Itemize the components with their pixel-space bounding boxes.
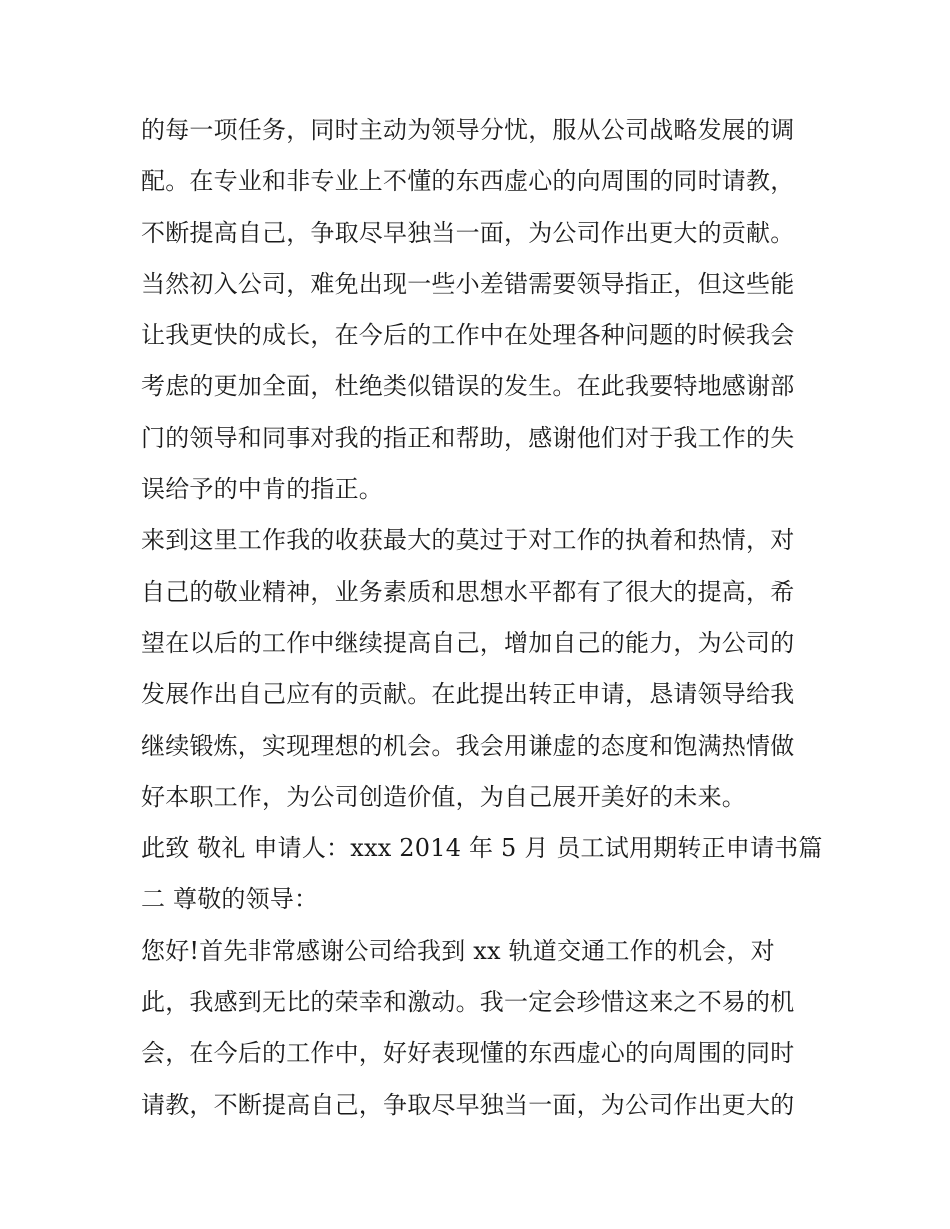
text-line: 您好!首先非常感谢公司给我到 xx 轨道交通工作的机会，对 xyxy=(141,936,775,965)
text-line: 自己的敬业精神，业务素质和思想水平都有了很大的提高，希 xyxy=(141,577,795,606)
text-line: 门的领导和同事对我的指正和帮助，感谢他们对于我工作的失 xyxy=(141,423,795,452)
text-line: 请教，不断提高自己，争取尽早独当一面，为公司作出更大的 xyxy=(141,1090,795,1119)
text-line: 此致 敬礼 申请人：xxx 2014 年 5 月 员工试用期转正申请书篇 xyxy=(141,834,823,863)
text-line: 发展作出自己应有的贡献。在此提出转正申请，恳请领导给我 xyxy=(141,680,795,709)
text-line: 好本职工作，为公司创造价值，为自己展开美好的未来。 xyxy=(141,782,746,811)
text-line: 误给予的中肯的指正。 xyxy=(141,475,383,504)
text-line: 来到这里工作我的收获最大的莫过于对工作的执着和热情，对 xyxy=(141,526,795,555)
document-body xyxy=(141,108,821,1134)
text-line: 当然初入公司，难免出现一些小差错需要领导指正，但这些能 xyxy=(141,269,795,298)
text-line: 的每一项任务，同时主动为领导分忧，服从公司战略发展的调 xyxy=(141,116,795,144)
text-line: 继续锻炼，实现理想的机会。我会用谦虚的态度和饱满热情做 xyxy=(141,731,795,760)
text-line: 让我更快的成长，在今后的工作中在处理各种问题的时候我会 xyxy=(141,321,795,350)
text-line: 此，我感到无比的荣幸和激动。我一定会珍惜这来之不易的机 xyxy=(141,988,795,1017)
text-line: 考虑的更加全面，杜绝类似错误的发生。在此我要特地感谢部 xyxy=(141,372,795,401)
text-line: 二 尊敬的领导： xyxy=(141,885,319,914)
text-line: 配。在专业和非专业上不懂的东西虚心的向周围的同时请教， xyxy=(141,167,795,196)
text-line: 不断提高自己，争取尽早独当一面，为公司作出更大的贡献。 xyxy=(141,218,795,247)
text-line: 会，在今后的工作中，好好表现懂的东西虚心的向周围的同时 xyxy=(141,1039,795,1068)
text-line: 望在以后的工作中继续提高自己，增加自己的能力，为公司的 xyxy=(141,628,795,657)
